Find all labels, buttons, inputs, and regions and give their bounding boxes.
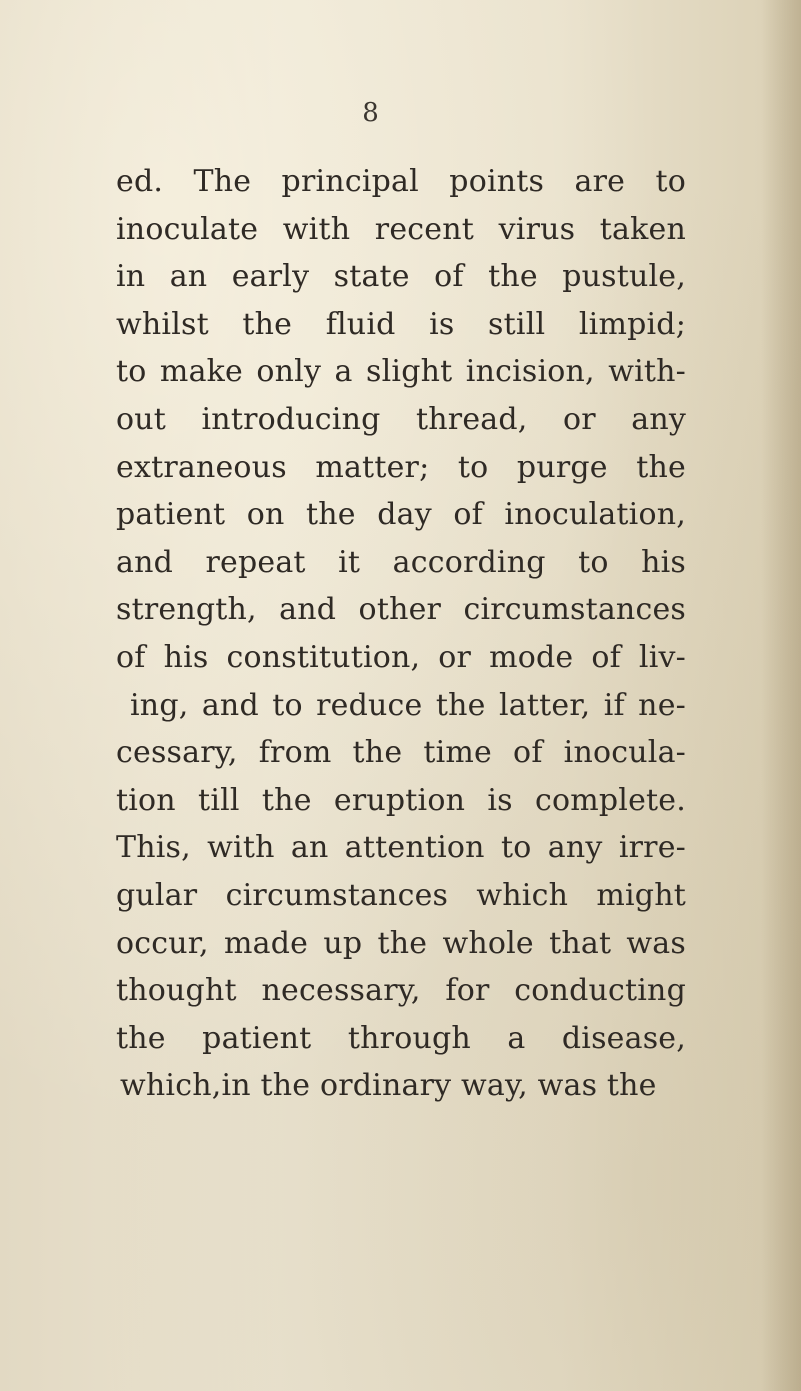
text-line: the patient through a disease, xyxy=(116,1020,686,1056)
text-line: and repeat it according to his xyxy=(116,544,686,580)
text-line: whilst the fluid is still limpid; xyxy=(116,306,686,342)
text-line: cessary, from the time of inocula- xyxy=(116,735,686,771)
text-line: strength, and other circumstances xyxy=(116,592,686,628)
text-line: in an early state of the pustule, xyxy=(116,259,686,295)
text-line: ing, and to reduce the latter, if ne- xyxy=(130,687,686,723)
page-edge-shadow xyxy=(761,0,801,1391)
body-text xyxy=(116,158,686,1110)
text-line: extraneous matter; to purge the xyxy=(116,449,686,485)
text-line: of his constitution, or mode of liv- xyxy=(116,639,686,675)
text-line: This, with an attention to any irre- xyxy=(116,830,686,866)
text-line: ed. The principal points are to xyxy=(116,164,686,199)
text-line: which,in the ordinary way, was the xyxy=(120,1068,657,1104)
text-line: out introducing thread, or any xyxy=(116,401,686,437)
text-line: to make only a slight incision, with- xyxy=(116,354,686,390)
text-line: inoculate with recent virus taken xyxy=(116,211,686,247)
text-line: patient on the day of inoculation, xyxy=(116,497,686,533)
text-line: gular circumstances which might xyxy=(116,877,686,913)
text-line: thought necessary, for conducting xyxy=(116,973,686,1009)
page-number: 8 xyxy=(362,98,379,128)
text-line: tion till the eruption is complete. xyxy=(116,782,686,818)
text-line: occur, made up the whole that was xyxy=(116,925,686,961)
